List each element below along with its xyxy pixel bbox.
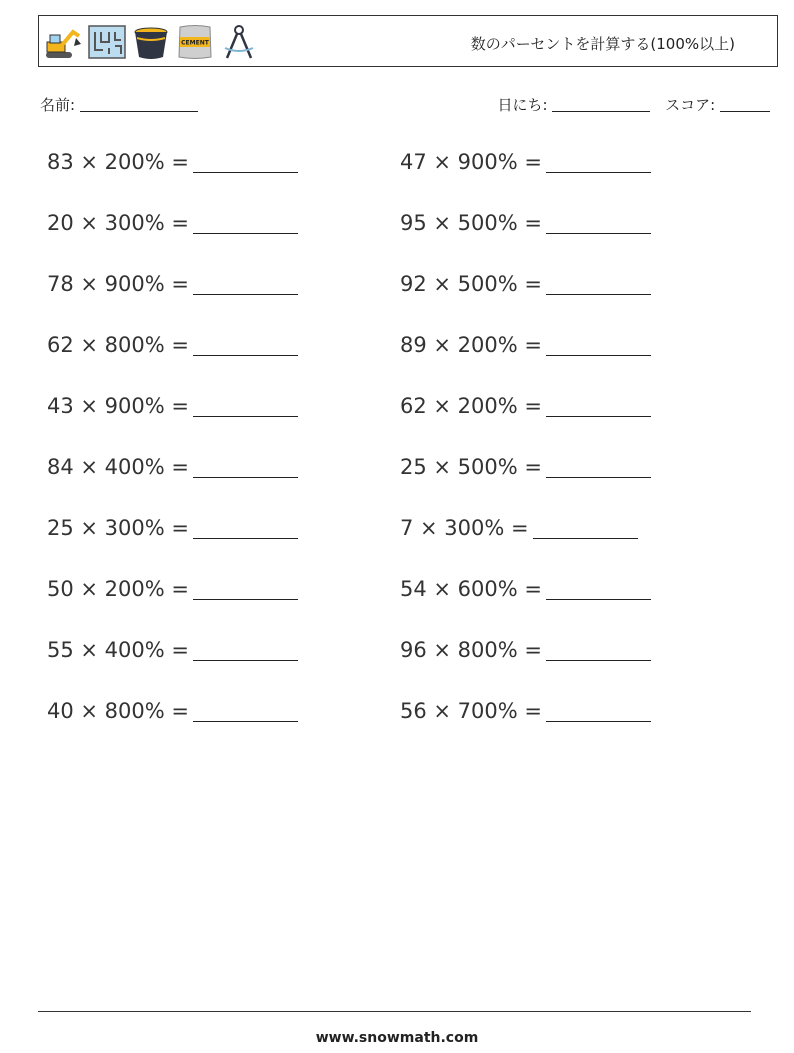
date-blank[interactable] xyxy=(552,97,650,112)
problem-item: 54 × 600% = xyxy=(400,577,651,601)
name-label: 名前: xyxy=(40,96,76,114)
problem-item: 95 × 500% = xyxy=(400,211,651,235)
header-icons xyxy=(43,22,259,62)
problem-item: 83 × 200% = xyxy=(47,150,298,174)
problem-item: 96 × 800% = xyxy=(400,638,651,662)
answer-blank[interactable] xyxy=(546,213,651,234)
footer-divider xyxy=(38,1011,751,1012)
compass-icon xyxy=(219,22,259,62)
answer-blank[interactable] xyxy=(546,640,651,661)
answer-blank[interactable] xyxy=(546,457,651,478)
cement-bag-icon xyxy=(175,22,215,62)
answer-blank[interactable] xyxy=(546,152,651,173)
answer-blank[interactable] xyxy=(193,213,298,234)
date-score-fields xyxy=(498,94,770,115)
problem-item: 43 × 900% = xyxy=(47,394,298,418)
problem-item: 25 × 500% = xyxy=(400,455,651,479)
answer-blank[interactable] xyxy=(193,457,298,478)
problem-item: 25 × 300% = xyxy=(47,516,298,540)
answer-blank[interactable] xyxy=(546,396,651,417)
footer-url[interactable]: www.snowmath.com xyxy=(315,1030,479,1046)
page-title: 数のパーセントを計算する(100%以上) xyxy=(470,35,735,53)
score-blank[interactable] xyxy=(720,97,770,112)
problem-item: 55 × 400% = xyxy=(47,638,298,662)
answer-blank[interactable] xyxy=(533,518,638,539)
date-label: 日にち: xyxy=(497,96,548,114)
problem-item: 92 × 500% = xyxy=(400,272,651,296)
problem-item: 84 × 400% = xyxy=(47,455,298,479)
answer-blank[interactable] xyxy=(193,335,298,356)
name-field xyxy=(40,94,198,115)
answer-blank[interactable] xyxy=(546,335,651,356)
answer-blank[interactable] xyxy=(546,701,651,722)
answer-blank[interactable] xyxy=(193,152,298,173)
problem-item: 20 × 300% = xyxy=(47,211,298,235)
cement-label: CEMENT xyxy=(181,39,209,47)
answer-blank[interactable] xyxy=(193,396,298,417)
problem-item: 78 × 900% = xyxy=(47,272,298,296)
header-box xyxy=(38,15,778,67)
answer-blank[interactable] xyxy=(193,579,298,600)
score-label: スコア: xyxy=(665,96,716,114)
answer-blank[interactable] xyxy=(193,518,298,539)
problem-item: 56 × 700% = xyxy=(400,699,651,723)
problem-item: 47 × 900% = xyxy=(400,150,651,174)
name-blank[interactable] xyxy=(80,97,198,112)
problem-item: 40 × 800% = xyxy=(47,699,298,723)
answer-blank[interactable] xyxy=(193,274,298,295)
excavator-icon xyxy=(43,22,83,62)
bucket-icon xyxy=(131,22,171,62)
problem-item: 50 × 200% = xyxy=(47,577,298,601)
problem-item: 62 × 200% = xyxy=(400,394,651,418)
answer-blank[interactable] xyxy=(546,274,651,295)
answer-blank[interactable] xyxy=(193,640,298,661)
problem-item: 89 × 200% = xyxy=(400,333,651,357)
problem-item: 7 × 300% = xyxy=(400,516,638,540)
answer-blank[interactable] xyxy=(546,579,651,600)
maze-icon xyxy=(87,22,127,62)
answer-blank[interactable] xyxy=(193,701,298,722)
problem-item: 62 × 800% = xyxy=(47,333,298,357)
